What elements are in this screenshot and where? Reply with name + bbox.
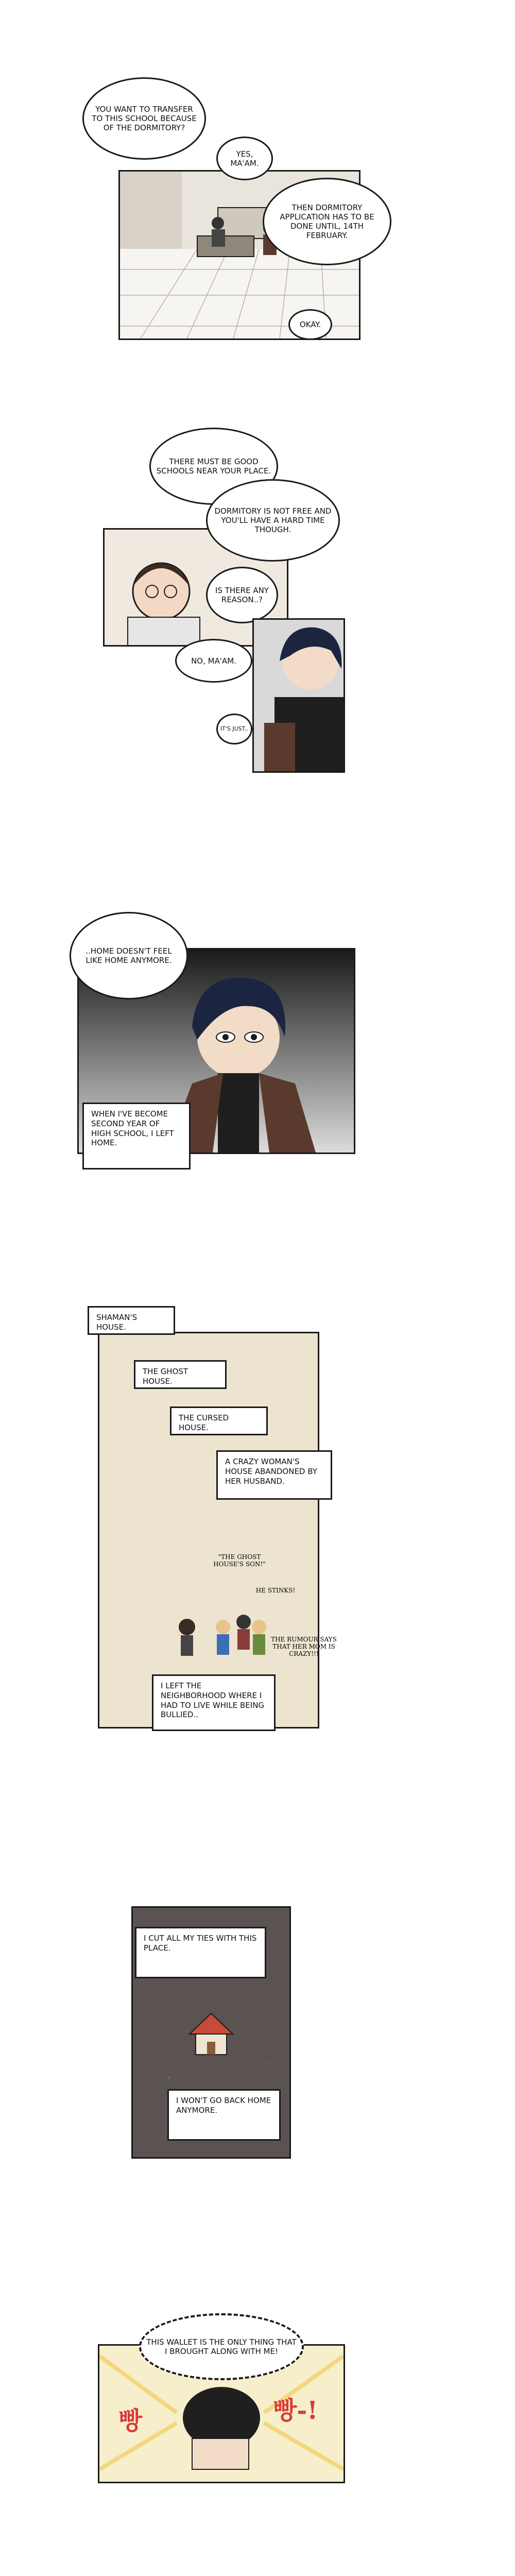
caption-crazy-woman: A CRAZY WOMAN'S HOUSE ABANDONED BY HER HUSBAND. [216,1450,332,1500]
speech-bubble-3: THEN DORMITORY APPLICATION HAS TO BE DONE UNTIL, 14TH FEBRUARY. [263,178,391,265]
caption-left-home: WHEN I'VE BECOME SECOND YEAR OF HIGH SCHOOL, I LEFT HOME. [82,1103,191,1170]
speech-bubble-2: YES, MA'AM. [216,137,273,180]
shout-stinks: HE STINKS! [255,1587,296,1594]
speech-bubble-9: IT'S JUST.. [216,714,252,744]
shout-rumour: THE RUMOUR SAYS THAT HER MOM IS CRAZY!!! [271,1636,337,1657]
sfx-bang-right: 빵-! [273,2396,318,2425]
speech-bubble-5: THERE MUST BE GOOD SCHOOLS NEAR YOUR PLACE. [149,428,278,505]
panel-rumours [98,1332,319,1728]
panel-student-profile [252,618,345,773]
shout-ghost-son: "THE GHOST HOUSE'S SON!" [213,1553,266,1568]
speech-bubble-wallet: THIS WALLET IS THE ONLY THING THAT I BROUGHT ALONG WITH ME! [139,2313,304,2380]
speech-bubble-8: NO, MA'AM. [175,639,252,683]
caption-ghost-house: THE GHOST HOUSE. [134,1360,227,1389]
caption-wont-go-back: I WON'T GO BACK HOME ANYMORE. [167,2089,281,2141]
caption-cut-ties: I CUT ALL MY TIES WITH THIS PLACE. [135,1927,266,1978]
student-profile-art [254,620,344,771]
teacher-figure [212,217,224,229]
bullying-scene [99,1333,318,1727]
speech-bubble-1: YOU WANT TO TRANSFER TO THIS SCHOOL BECAUSE OF THE DORMITORY? [82,77,206,160]
caption-shamans-house: SHAMAN'S HOUSE. [88,1306,175,1335]
speech-bubble-6: DORMITORY IS NOT FREE AND YOU'LL HAVE A HARD TIME THOUGH. [206,479,340,562]
speech-bubble-4: OKAY. [288,309,332,340]
caption-left-neighborhood: I LEFT THE NEIGHBORHOOD WHERE I HAD TO LIVE WHILE BEING BULLIED.. [152,1674,276,1731]
speech-bubble-7: IS THERE ANY REASON..? [206,567,278,623]
sfx-bang-left: 빵 [118,2406,143,2435]
speech-bubble-10: ..HOME DOESN'T FEEL LIKE HOME ANYMORE. [70,912,188,999]
caption-cursed-house: THE CURSED HOUSE. [170,1406,268,1435]
